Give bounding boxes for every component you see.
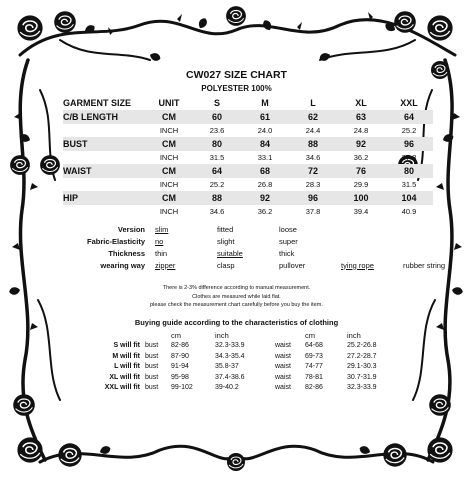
property-label: wearing way <box>100 260 145 270</box>
property-option <box>339 235 401 247</box>
size-row <box>63 110 433 124</box>
property-row <box>63 259 463 271</box>
guide-size-cell: XL will fit <box>109 373 140 381</box>
size-value-cell: 104 <box>385 191 433 205</box>
guide-m1-cell: bust <box>145 342 159 350</box>
size-value-cell: 33.1 <box>257 153 273 162</box>
size-value-cell: 80 <box>385 164 433 178</box>
size-value-cell: 26.8 <box>257 180 273 189</box>
header-unit: UNIT <box>158 97 180 108</box>
size-value-cell: 40.9 <box>401 207 417 216</box>
guide-size-cell: M will fit <box>112 352 140 360</box>
header-size-s: S <box>213 97 220 108</box>
unit-cell: INCH <box>159 153 179 162</box>
guide-in1-cell: 39-40.2 <box>215 384 239 392</box>
guide-in1-cell: 35.8-37 <box>215 363 239 371</box>
size-row <box>63 151 433 164</box>
guide-in1-cell: 32.3-33.9 <box>215 342 245 350</box>
property-option: tying rope <box>341 260 374 270</box>
size-value-cell: 24.0 <box>257 126 273 135</box>
guide-m1-cell: bust <box>145 352 159 360</box>
size-value-cell: 61 <box>241 110 289 124</box>
guide-row <box>95 351 387 362</box>
guide-m2-cell: waist <box>275 342 291 350</box>
guide-header-cm: cm <box>171 330 181 340</box>
measurement-label <box>63 124 145 137</box>
header-size-xl: XL <box>355 97 367 108</box>
property-option: slight <box>217 236 235 246</box>
size-value-cell: 25.2 <box>209 180 225 189</box>
size-table-header <box>63 95 433 110</box>
size-value-cell: 64 <box>385 110 433 124</box>
chart-subtitle: POLYESTER 100% <box>201 84 272 93</box>
guide-m2-cell: waist <box>275 384 291 392</box>
guide-m1-cell: bust <box>145 363 159 371</box>
property-option <box>339 247 401 259</box>
guide-in2-cell: 30.7-31.9 <box>347 373 377 381</box>
guide-m2-cell: waist <box>275 352 291 360</box>
property-option: slim <box>155 224 169 234</box>
guide-m1-cell: bust <box>145 384 159 392</box>
property-option: thick <box>279 248 295 258</box>
unit-cell: CM <box>145 191 193 205</box>
buying-guide-title: Buying guide according to the characteristics of clothing <box>134 318 339 327</box>
guide-cm2-cell: 78-81 <box>305 373 323 381</box>
size-value-cell: 31.5 <box>401 180 417 189</box>
property-row <box>63 235 463 247</box>
size-row <box>63 205 433 218</box>
guide-header-cell <box>145 330 171 341</box>
note-line: Clothes are measured while laid flat. <box>192 293 281 300</box>
guide-m2-cell: waist <box>275 373 291 381</box>
guide-m1-cell: bust <box>145 373 159 381</box>
note-line: There is 2-3% difference according to manual measurement. <box>162 285 311 291</box>
guide-row <box>95 341 387 352</box>
property-option: pullover <box>279 260 306 270</box>
measurement-label <box>63 178 145 191</box>
guide-in1-cell: 34.3-35.4 <box>215 352 245 360</box>
size-value-cell: 84 <box>241 137 289 151</box>
guide-cm2-cell: 74-77 <box>305 363 323 371</box>
size-row <box>63 164 433 178</box>
measurement-label: HIP <box>63 191 145 205</box>
guide-in2-cell: 25.2-26.8 <box>347 342 377 350</box>
property-option: rubber string <box>403 260 446 270</box>
size-value-cell: 37.8 <box>305 207 321 216</box>
guide-in2-cell: 32.3-33.9 <box>347 384 377 392</box>
property-option: fitted <box>217 224 234 234</box>
property-option: clasp <box>217 260 235 270</box>
size-value-cell: 28.3 <box>305 180 321 189</box>
size-value-cell: 68 <box>241 164 289 178</box>
guide-cm1-cell: 91-94 <box>171 363 189 371</box>
note-line: please check the measurement chart carefully before you buy the item. <box>150 302 323 308</box>
measurement-label: BUST <box>63 137 145 151</box>
unit-cell: INCH <box>159 207 179 216</box>
property-option: suitable <box>217 248 243 258</box>
size-value-cell: 36.2 <box>353 153 369 162</box>
size-value-cell: 36.2 <box>257 207 273 216</box>
guide-in2-cell: 27.2-28.7 <box>347 352 377 360</box>
size-value-cell: 62 <box>289 110 337 124</box>
size-value-cell: 34.6 <box>209 207 225 216</box>
guide-cm1-cell: 95-98 <box>171 373 189 381</box>
guide-in2-cell: 29.1-30.3 <box>347 363 377 371</box>
size-row <box>63 178 433 191</box>
measurement-label <box>63 151 145 164</box>
measurement-label: C/B LENGTH <box>63 110 145 124</box>
size-value-cell: 39.4 <box>353 207 369 216</box>
header-size-xxl: XXL <box>400 97 418 108</box>
property-option: thin <box>155 248 168 258</box>
size-value-cell: 92 <box>337 137 385 151</box>
unit-cell: CM <box>145 164 193 178</box>
size-value-cell: 63 <box>337 110 385 124</box>
size-value-cell: 23.6 <box>209 126 225 135</box>
size-value-cell: 29.9 <box>353 180 369 189</box>
size-value-cell: 24.8 <box>353 126 369 135</box>
size-row <box>63 191 433 205</box>
unit-cell: CM <box>145 137 193 151</box>
size-row <box>63 124 433 137</box>
guide-header-inch: inch <box>215 330 229 340</box>
size-value-cell: 96 <box>385 137 433 151</box>
guide-header-inch: inch <box>347 330 361 340</box>
header-size-l: L <box>310 97 316 108</box>
size-value-cell: 88 <box>289 137 337 151</box>
guide-cm1-cell: 82-86 <box>171 342 189 350</box>
unit-cell: CM <box>145 110 193 124</box>
property-option <box>339 223 401 235</box>
guide-in1-cell: 37.4-38.6 <box>215 373 245 381</box>
property-option: super <box>279 236 298 246</box>
guide-size-cell: S will fit <box>113 342 140 350</box>
size-value-cell: 64 <box>193 164 241 178</box>
guide-m2-cell: waist <box>275 363 291 371</box>
property-option: loose <box>279 224 297 234</box>
property-option: zipper <box>155 260 176 270</box>
property-row <box>63 247 463 259</box>
property-option: no <box>155 236 164 246</box>
guide-header-cell <box>95 330 145 341</box>
chart-title: CW027 SIZE CHART <box>186 69 287 81</box>
size-value-cell: 76 <box>337 164 385 178</box>
guide-row <box>95 383 387 394</box>
header-garment-size: GARMENT SIZE <box>63 97 132 108</box>
measurement-label: WAIST <box>63 164 145 178</box>
size-value-cell: 24.4 <box>305 126 321 135</box>
guide-row <box>95 362 387 373</box>
guide-cm2-cell: 64-68 <box>305 342 323 350</box>
guide-size-cell: L will fit <box>114 363 140 371</box>
size-row <box>63 137 433 151</box>
property-label: Version <box>117 224 145 234</box>
guide-cm1-cell: 87-90 <box>171 352 189 360</box>
buying-guide-header <box>95 330 387 341</box>
buying-guide-table <box>95 330 387 393</box>
size-value-cell: 92 <box>241 191 289 205</box>
guide-header-cell <box>275 330 305 341</box>
size-value-cell: 96 <box>289 191 337 205</box>
size-value-cell: 80 <box>193 137 241 151</box>
size-value-cell: 60 <box>193 110 241 124</box>
unit-cell: INCH <box>159 126 179 135</box>
guide-size-cell: XXL will fit <box>104 384 140 392</box>
header-size-m: M <box>261 97 269 108</box>
property-label: Fabric-Elasticity <box>87 236 145 246</box>
size-value-cell: 25.2 <box>401 126 417 135</box>
guide-header-cm: cm <box>305 330 315 340</box>
size-table <box>63 95 433 218</box>
guide-cm1-cell: 99-102 <box>171 384 193 392</box>
garment-properties <box>63 223 463 271</box>
property-label: Thickness <box>108 248 145 258</box>
size-value-cell: 72 <box>289 164 337 178</box>
measurement-notes <box>0 284 473 310</box>
size-value-cell: 37.8 <box>401 153 417 162</box>
size-value-cell: 34.6 <box>305 153 321 162</box>
guide-cm2-cell: 82-86 <box>305 384 323 392</box>
guide-row <box>95 372 387 383</box>
property-row <box>63 223 463 235</box>
unit-cell: INCH <box>159 180 179 189</box>
guide-cm2-cell: 69-73 <box>305 352 323 360</box>
measurement-label <box>63 205 145 218</box>
size-value-cell: 31.5 <box>209 153 225 162</box>
size-value-cell: 100 <box>337 191 385 205</box>
size-value-cell: 88 <box>193 191 241 205</box>
